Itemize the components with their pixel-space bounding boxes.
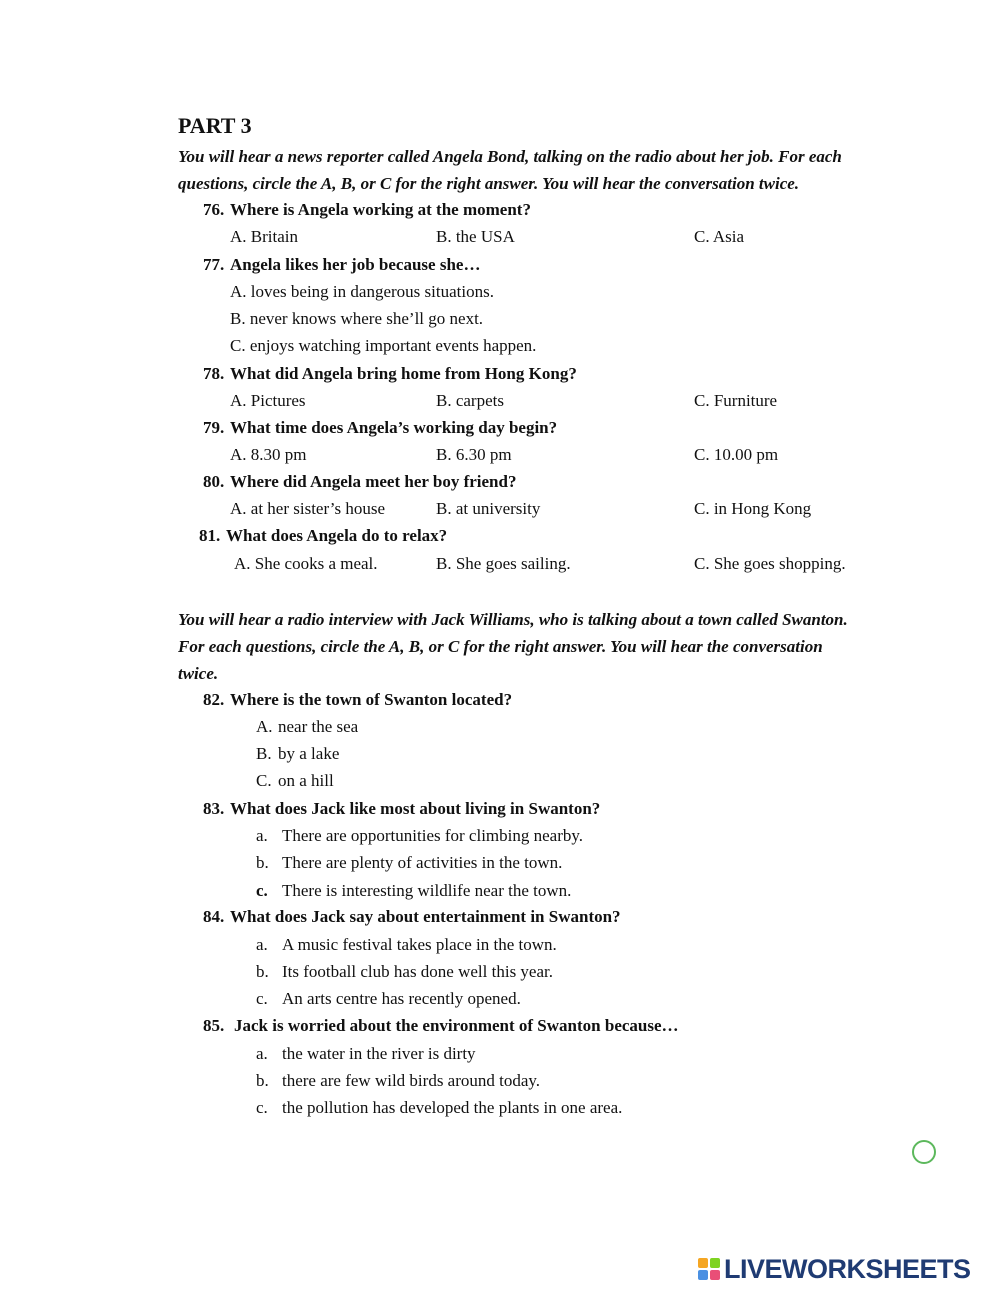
question-82-option-c[interactable]: on a hill <box>278 771 334 790</box>
logo-mark-icon <box>698 1258 720 1280</box>
part-title: PART 3 <box>178 113 252 138</box>
question-84-option-a[interactable]: A music festival takes place in the town. <box>282 935 557 954</box>
question-84-option-b-label: b. <box>256 962 269 981</box>
question-84-text: What does Jack say about entertainment in Swanton? <box>230 907 621 926</box>
question-85-option-c-label: c. <box>256 1098 268 1117</box>
question-77-option-c[interactable]: C. enjoys watching important events happen. <box>230 336 537 355</box>
question-85-option-c[interactable]: the pollution has developed the plants in one area. <box>282 1098 623 1117</box>
question-84-option-c[interactable]: An arts centre has recently opened. <box>282 989 521 1008</box>
question-76-option-b[interactable]: B. the USA <box>436 227 515 246</box>
question-78-option-c[interactable]: C. Furniture <box>694 391 778 410</box>
question-79-option-a[interactable]: A. 8.30 pm <box>230 445 307 464</box>
question-80-option-b[interactable]: B. at university <box>436 499 541 518</box>
question-81-option-c[interactable]: C. She goes shopping. <box>694 554 846 573</box>
question-76-option-a[interactable]: A. Britain <box>230 227 298 246</box>
question-84-option-c-label: c. <box>256 989 268 1008</box>
question-82-option-a-label: A. <box>256 717 273 736</box>
question-81-number: 81. <box>199 526 221 545</box>
question-82-option-b-label: B. <box>256 744 272 763</box>
logo-square-2 <box>710 1258 720 1268</box>
question-81-option-a[interactable]: A. She cooks a meal. <box>234 554 378 573</box>
question-82-number: 82. <box>203 690 225 709</box>
logo-square-3 <box>698 1270 708 1280</box>
question-83-option-c-label: c. <box>256 881 268 900</box>
question-78-text: What did Angela bring home from Hong Kong? <box>230 364 577 383</box>
question-77-option-a[interactable]: A. loves being in dangerous situations. <box>230 282 494 301</box>
logo-text: LIVEWORKSHEETS <box>724 1253 971 1284</box>
question-78-option-a[interactable]: A. Pictures <box>230 391 306 410</box>
liveworksheets-logo <box>698 1253 971 1285</box>
section2-instruction-line-2: For each questions, circle the A, B, or C for the right answer. You will hear the conversation <box>178 637 823 656</box>
question-77-number: 77. <box>203 255 225 274</box>
question-79-option-c[interactable]: C. 10.00 pm <box>694 445 779 464</box>
question-82-option-c-label: C. <box>256 771 272 790</box>
question-80-option-a[interactable]: A. at her sister’s house <box>230 499 386 518</box>
logo-square-1 <box>698 1258 708 1268</box>
question-83-text: What does Jack like most about living in Swanton? <box>230 799 601 818</box>
question-79-text: What time does Angela’s working day begin? <box>230 418 558 437</box>
question-76-text: Where is Angela working at the moment? <box>230 200 531 219</box>
question-77-option-b[interactable]: B. never knows where she’ll go next. <box>230 309 484 328</box>
question-79-number: 79. <box>203 418 225 437</box>
section1-instruction-line-1: You will hear a news reporter called Angela Bond, talking on the radio about her job. For each <box>178 147 842 166</box>
question-84-option-a-label: a. <box>256 935 268 954</box>
question-85-option-b-label: b. <box>256 1071 269 1090</box>
question-81-text: What does Angela do to relax? <box>226 526 448 545</box>
question-83-option-c[interactable]: There is interesting wildlife near the town. <box>282 881 572 900</box>
question-85-option-a-label: a. <box>256 1044 268 1063</box>
question-82-text: Where is the town of Swanton located? <box>230 690 513 709</box>
question-79-option-b[interactable]: B. 6.30 pm <box>436 445 512 464</box>
question-85-option-b[interactable]: there are few wild birds around today. <box>282 1071 541 1090</box>
question-78-number: 78. <box>203 364 225 383</box>
question-82-option-a[interactable]: near the sea <box>278 717 359 736</box>
logo-square-4 <box>710 1270 720 1280</box>
question-83-option-b-label: b. <box>256 853 269 872</box>
question-85-text: Jack is worried about the environment of Swanton because… <box>234 1016 679 1035</box>
question-80-text: Where did Angela meet her boy friend? <box>230 472 517 491</box>
question-85-option-a[interactable]: the water in the river is dirty <box>282 1044 476 1063</box>
question-77-text: Angela likes her job because she… <box>230 255 481 274</box>
question-82-option-b[interactable]: by a lake <box>278 744 340 763</box>
section2-instruction-line-3: twice. <box>178 664 219 683</box>
question-81-option-b[interactable]: B. She goes sailing. <box>436 554 571 573</box>
question-83-option-b[interactable]: There are plenty of activities in the town. <box>282 853 563 872</box>
question-78-option-b[interactable]: B. carpets <box>436 391 504 410</box>
question-76-number: 76. <box>203 200 225 219</box>
answer-radio-button[interactable] <box>912 1140 936 1164</box>
question-84-number: 84. <box>203 907 225 926</box>
question-80-option-c[interactable]: C. in Hong Kong <box>694 499 812 518</box>
section2-instruction-line-1: You will hear a radio interview with Jack Williams, who is talking about a town called Swanton. <box>178 610 848 629</box>
question-85-number: 85. <box>203 1016 225 1035</box>
question-83-option-a-label: a. <box>256 826 268 845</box>
question-80-number: 80. <box>203 472 225 491</box>
question-76-option-c[interactable]: C. Asia <box>694 227 745 246</box>
question-83-option-a[interactable]: There are opportunities for climbing nearby. <box>282 826 584 845</box>
section1-instruction-line-2: questions, circle the A, B, or C for the right answer. You will hear the conversation twice. <box>178 174 800 193</box>
question-84-option-b[interactable]: Its football club has done well this year. <box>282 962 553 981</box>
question-83-number: 83. <box>203 799 225 818</box>
